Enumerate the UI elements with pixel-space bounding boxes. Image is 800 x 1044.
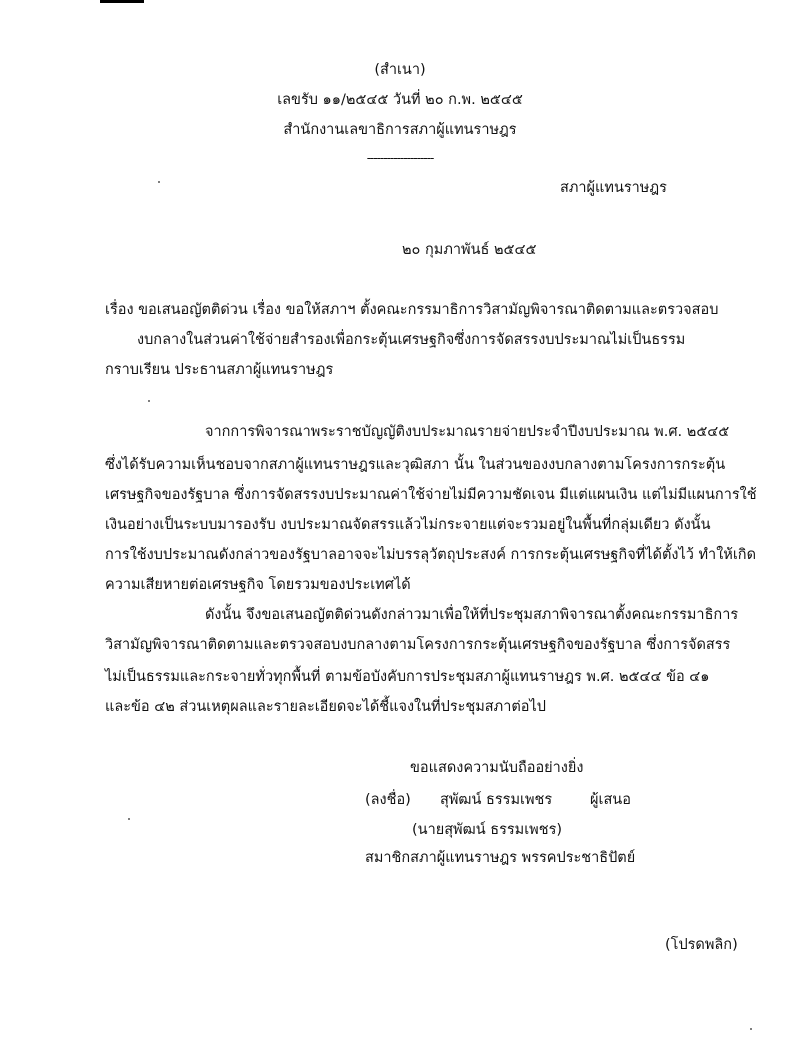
body-p2-line-1: ดังนั้น จึงขอเสนอญัตติด่วนดังกล่าวมาเพื่อให้ที่ประชุมสภาพิจารณาตั้งคณะกรรมาธิการ xyxy=(205,607,739,623)
please-turn-over-note: (โปรดพลิก) xyxy=(665,937,738,953)
signer-name: สุพัฒน์ ธรรมเพชร xyxy=(440,792,553,808)
scan-speck xyxy=(158,181,160,183)
letter-date: ๒๐ กุมภาพันธ์ ๒๕๔๕ xyxy=(402,242,537,258)
body-p2-line-4: และข้อ ๔๒ ส่วนเหตุผลและรายละเอียดจะได้ชี้แจงในที่ประชุมสภาต่อไป xyxy=(105,699,546,715)
addressee-organization: สภาผู้แทนราษฎร xyxy=(560,180,667,196)
header-divider: -------------------- xyxy=(366,151,434,165)
subject-line-2: งบกลางในส่วนค่าใช้จ่ายสำรองเพื่อกระตุ้นเศรษฐกิจซึ่งการจัดสรรงบประมาณไม่เป็นธรรม xyxy=(137,332,686,348)
body-p2-line-2: วิสามัญพิจารณาติดตามและตรวจสอบงบกลางตามโครงการกระตุ้นเศรษฐกิจของรัฐบาล ซึ่งการจัดสรร xyxy=(105,637,731,653)
closing-regards: ขอแสดงความนับถืออย่างยิ่ง xyxy=(410,760,584,776)
secretariat-office: สำนักงานเลขาธิการสภาผู้แทนราษฎร xyxy=(283,122,517,138)
copy-label: (สำเนา) xyxy=(374,62,426,78)
scan-speck xyxy=(128,818,130,820)
signer-role: ผู้เสนอ xyxy=(590,792,631,808)
body-p2-line-3: ไม่เป็นธรรมและกระจายทั่วทุกพื้นที่ ตามข้อบังคับการประชุมสภาผู้แทนราษฎร พ.ศ. ๒๕๔๔ ข้อ ๔๑ xyxy=(105,669,710,685)
body-p1-line-5: การใช้งบประมาณดังกล่าวของรัฐบาลอาจจะไม่บรรลุวัตถุประสงค์ การกระตุ้นเศรษฐกิจที่ได้ตั้งไว้ ทำให้เกิด xyxy=(105,547,756,563)
scan-edge-mark xyxy=(100,0,144,3)
scan-speck xyxy=(148,400,150,402)
subject-line-1: เรื่อง ขอเสนอญัตติด่วน เรื่อง ขอให้สภาฯ ตั้งคณะกรรมาธิการวิสามัญพิจารณาติดตามและตรวจสอบ xyxy=(105,302,719,318)
receipt-number: เลขรับ ๑๑/๒๕๔๕ วันที่ ๒๐ ก.พ. ๒๕๔๕ xyxy=(277,92,523,108)
body-p1-line-2: ซึ่งได้รับความเห็นชอบจากสภาผู้แทนราษฎรและวุฒิสภา นั้น ในส่วนของงบกลางตามโครงการกระตุ้น xyxy=(105,457,726,473)
body-p1-line-1: จากการพิจารณาพระราชบัญญัติงบประมาณรายจ่ายประจำปีงบประมาณ พ.ศ. ๒๕๔๕ xyxy=(205,424,730,440)
body-p1-line-4: เงินอย่างเป็นระบบมารองรับ งบประมาณจัดสรรแล้วไม่กระจายแต่จะรวมอยู่ในพื้นที่กลุ่มเดียว ดังนั้น xyxy=(105,517,711,533)
signature-label: (ลงชื่อ) xyxy=(365,792,411,808)
salutation: กราบเรียน ประธานสภาผู้แทนราษฎร xyxy=(105,362,334,378)
signer-position: สมาชิกสภาผู้แทนราษฎร พรรคประชาธิปัตย์ xyxy=(365,850,636,866)
signer-printed-name: (นายสุพัฒน์ ธรรมเพชร) xyxy=(412,822,563,838)
body-p1-line-6: ความเสียหายต่อเศรษฐกิจ โดยรวมของประเทศได้ xyxy=(105,577,411,593)
scan-speck xyxy=(750,1028,752,1030)
body-p1-line-3: เศรษฐกิจของรัฐบาล ซึ่งการจัดสรรงบประมาณค่าใช้จ่ายไม่มีความชัดเจน มีแต่แผนเงิน แต่ไม่มีแผนการใช้ xyxy=(105,487,757,503)
